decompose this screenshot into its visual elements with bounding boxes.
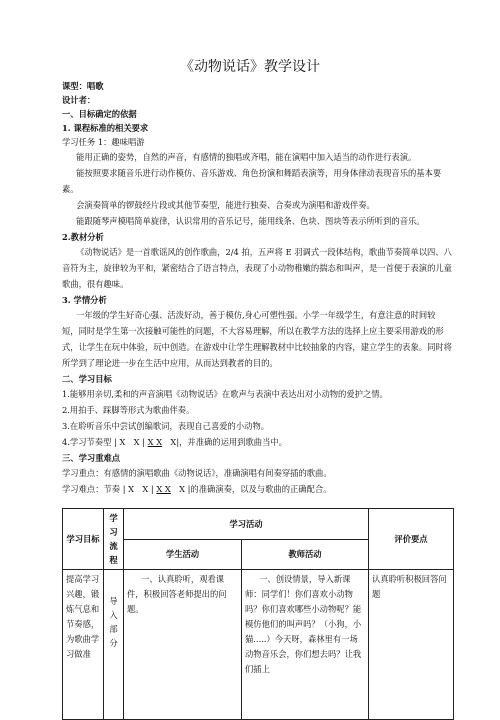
header-teacher-activity: 教师活动	[242, 539, 369, 570]
header-learning-goal: 学习目标	[63, 509, 104, 570]
material-paragraph: 《动物说话》是一首歌谣风的创作歌曲，2/4 拍，五声将 E 羽调式一段体结构，歌曲节奏简单以四、八音符为主，旋律较为平和，紧密结合了语言特点，表现了小动物稚嫩的揣态和叫声，是一首便于表演的儿童歌曲，很有趣味。	[62, 247, 452, 289]
section-heading-3: 三、学习重难点	[62, 453, 121, 463]
learner-paragraph: 一年级的学生好奇心强、活泼好动，善于模仿,身心可塑性强。小学一年级学生，有意注意的时间较短，同时是学生第一次接触可能性的问题，不大容易理解，所以在教学方法的选择上应主要采用游戏的形式，让学生在玩中体验，玩中创造。在游戏中让学生理解教材中比较抽象的内容，建立学生的表象。同时将所学到了理论进一步在生活中应用，从而达到教者的目的。	[62, 310, 452, 368]
task-line: 学习任务 1：趣味唱游	[62, 137, 145, 147]
table-row	[63, 570, 454, 720]
goal-4-rhythm-end: X|，并准确的运用到歌曲当中。	[162, 437, 287, 447]
goal-4-rhythm-underlined: X X	[147, 437, 163, 447]
subheading-material: 2.教材分析	[62, 232, 104, 242]
header-evaluation: 评价要点	[369, 509, 454, 570]
goal-4-rhythm-start: 4.学习节奏型 | X X |	[62, 437, 148, 447]
header-student-activity: 学生活动	[124, 539, 242, 570]
row-teacher-activity: 一、创设情景，导入新课师：同学们！你们喜欢小动物吗？你们喜欢哪些小动物呢？能模仿他们的叫声吗？（小狗，小猫.....）今天呀，森林里有一场动物音乐会，你们想去吗？让我们插上	[242, 570, 369, 720]
designer: 设计者：	[62, 95, 96, 105]
header-learning-flow: 学习流程	[104, 509, 124, 570]
goal-3: 3.在聆听音乐中尝试创编歌词，表现自己喜爱的小动物。	[62, 421, 270, 431]
section-heading-2: 二、学习目标	[62, 374, 112, 384]
row-goal-cell: 提高学习兴趣，锻炼气息和节奏感，为歌曲学习做准	[63, 570, 104, 720]
subheading-learners: 3. 学情分析	[62, 295, 107, 305]
table-header-row-1	[63, 509, 454, 540]
row-student-activity: 一、认真聆听，观看课件，积极回答老师提出的问题。	[124, 570, 242, 720]
section-heading-1: 一、目标确定的依据	[62, 109, 137, 119]
header-learning-activity: 学习活动	[124, 509, 369, 540]
difficult-rhythm-end: X |的准确演奏，以及与歌曲的正确配合。	[170, 484, 332, 494]
goal-1: 1.能够用亲切,柔和的声音演唱《动物说话》在歌声与表演中表达出对小动物的爱护之情。	[62, 389, 388, 399]
standard-paragraph-1: 能用正确的姿势，自然的声音，有感情的独唱或齐唱，能在演唱中加入适当的动作进行表演。	[76, 152, 417, 162]
difficult-rhythm-underlined: X X	[156, 484, 171, 494]
goal-4	[62, 436, 452, 449]
course-type: 课型：唱歌	[62, 81, 104, 91]
standard-paragraph-2: 能按照要求随音乐进行动作模仿、音乐游戏、角色扮演和舞蹈表演等，用身体律动表现音乐的基本要素。	[62, 168, 442, 194]
row-evaluation: 认真聆听积极回答问题	[369, 570, 454, 720]
teaching-design-table	[62, 508, 454, 720]
difficult-rhythm-start: 学习难点：节奏 | X X |	[62, 484, 157, 494]
standard-paragraph-3: 会演奏简单的锣鼓经片段或其他节奏型，能进行独奏、合奏或为演唱和游戏伴奏。	[76, 200, 375, 210]
subheading-standards: 1. 课程标准的相关要求	[62, 123, 149, 133]
goal-2: 2.用拍手、踩脚等形式为歌曲伴奏。	[62, 405, 195, 415]
standard-paragraph-4: 能跟随琴声模唱简单旋律，认识常用的音乐记号，能用线条、色块、图块等表示所听到的音乐。	[76, 216, 425, 226]
row-stage-cell: 导入部分	[104, 570, 124, 720]
difficult-point	[62, 483, 452, 496]
key-point: 学习重点：有感情的演唱歌曲《动物说话》，准确演唱有间奏穿插的歌曲。	[62, 468, 332, 478]
document-title: 《动物说话》教学设计	[180, 59, 320, 75]
